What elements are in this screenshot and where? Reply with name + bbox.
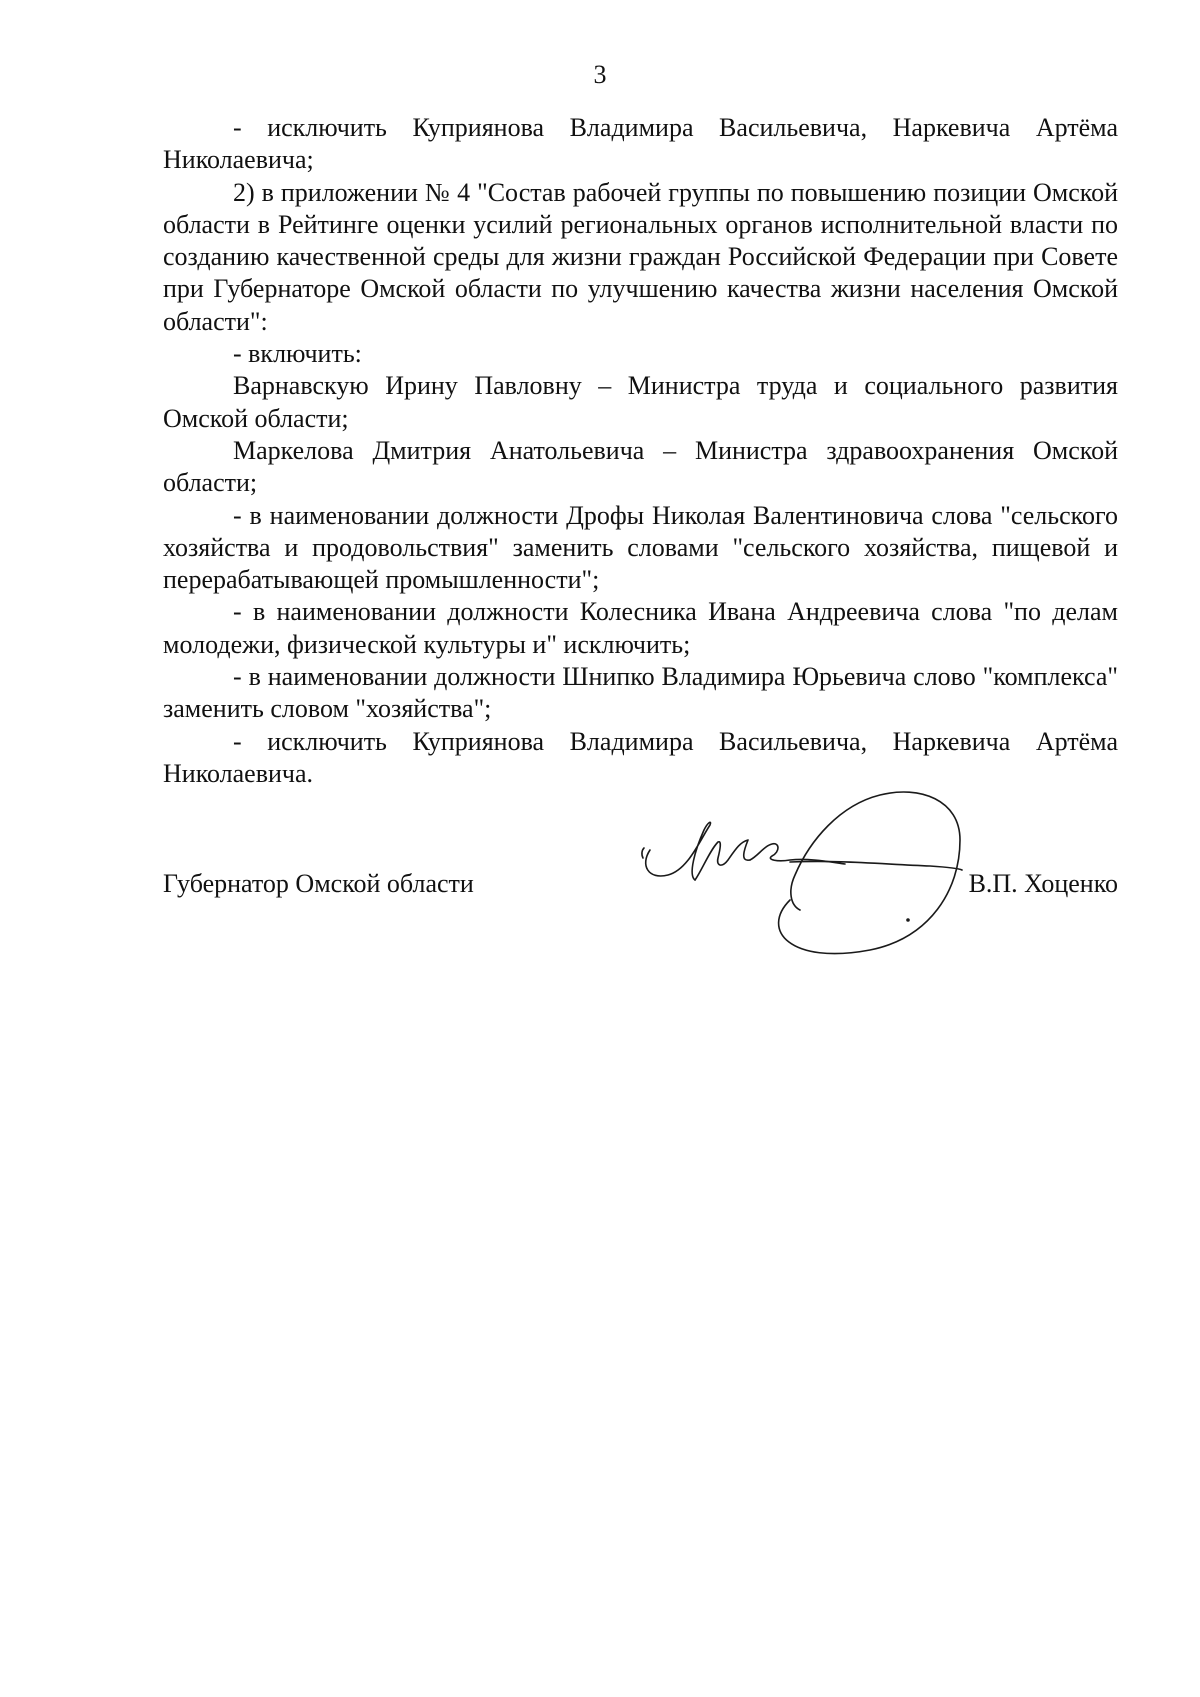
page-number: 3 [593, 60, 607, 89]
signer-name: В.П. Хоценко [968, 869, 1118, 898]
document-body [163, 112, 1118, 790]
paragraph: Маркелова Дмитрия Анатольевича – Министра здравоохранения Омской области; [163, 435, 1118, 498]
paragraph: - включить: [233, 339, 362, 369]
paragraph: 2) в приложении № 4 "Состав рабочей группы по повышению позиции Омской области в Рейтинге оценки усилий региональных органов исполнительной власти по созданию качественной среды для жизни граждан Российской Федерации при Совете при Губернаторе Омской области по улучшению качества жизни населения Омской области": [163, 177, 1118, 336]
paragraph: - в наименовании должности Шнипко Владимира Юрьевича слово "комплекса" заменить словом "хозяйства"; [163, 662, 1118, 724]
paragraph: - исключить Куприянова Владимира Васильевича, Наркевича Артёма Николаевича. [163, 726, 1118, 788]
signer-title: Губернатор Омской области [163, 869, 474, 898]
paragraph: Варнавскую Ирину Павловну – Министра труда и социального развития Омской области; [163, 371, 1118, 433]
paragraph: - исключить Куприянова Владимира Васильевича, Наркевича Артёма Николаевича; [163, 113, 1118, 175]
paragraph: - в наименовании должности Дрофы Николая Валентиновича слова "сельского хозяйства и продовольствия" заменить словами "сельского хозяйства, пищевой и перерабатывающей промышленности"; [163, 500, 1118, 595]
paragraph: - в наименовании должности Колесника Ивана Андреевича слова "по делам молодежи, физической культуры и" исключить; [163, 597, 1118, 659]
